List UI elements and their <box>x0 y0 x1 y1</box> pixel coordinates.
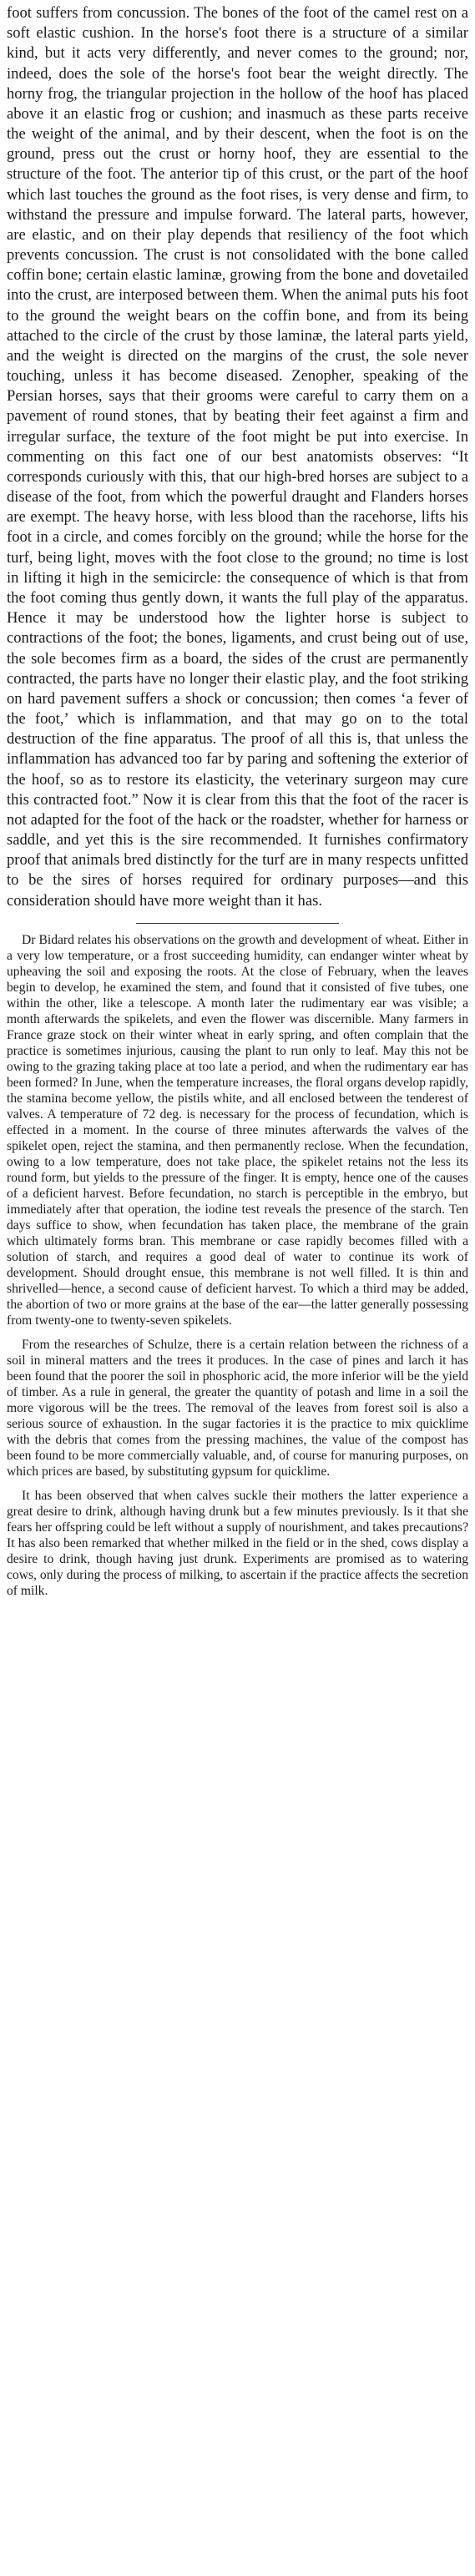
article-paragraph-soil: From the researches of Schulze, there is a certain relation between the richness of a soil in mineral matters and the trees it produces. In the case of pines and larch it has been found that the poorer the soil in phosphoric acid, the more inferior will be the yield of timber. As a rule in general, the greater the quantity of potash and lime in a soil the more vigorous will be the trees. The removal of the leaves from forest soil is also a serious source of exhaustion. In the sugar factories it is the practice to mix quicklime with the debris that comes from the pressing machines, the value of the compost has been found to be more commercially valuable, and, of course for manuring purposes, on which prices are based, by substituting gypsum for quicklime. <box>7 1338 468 1480</box>
section-divider <box>136 923 339 924</box>
article-paragraph-calves: It has been observed that when calves suckle their mothers the latter experience a great desire to drink, although having drunk but a few minutes previously. Is it that she fears her offspring could be left without a supply of nourishment, and takes precautions? It has also been remarked that whether milked in the field or in the shed, cows display a desire to drink, though having just drunk. Experiments are promised as to watering cows, only during the process of milking, to ascertain if the practice affects the secretion of milk. <box>7 1489 468 1599</box>
article-agricultural-notes <box>7 932 468 1600</box>
newspaper-column <box>7 3 468 1599</box>
article-paragraph-wheat: Dr Bidard relates his observations on the growth and development of wheat. Either in a very low temperature, or a frost succeeding humidity, can endanger winter wheat by upheaving the soil and exposing the roots. At the close of February, when the leaves begin to develop, he examined the stem, and found that it consisted of five tubes, one within the other, like a telescope. A month later the rudimentary ear was visible; a month afterwards the spikelets, and even the flower was discernible. Many farmers in France graze stock on their winter wheat in early spring, and often complain that the practice is sometimes injurious, causing the plant to run only to leaf. May this not be owing to the grazing taking place at too late a period, and when the rudimentary ear has been formed? In June, when the temperature increases, the floral organs develop rapidly, the stamina become yellow, the pistils white, and all enclosed between the tenderest of valves. A temperature of 72 deg. is necessary for the process of fecundation, which is effected in a moment. In the course of three minutes afterwards the valves of the spikelet open, reject the stamina, and then permanently reclose. When the fecundation, owing to a low temperature, does not take place, the spikelet retains not the less its round form, but yields to the pressure of the finger. It is empty, hence one of the causes of a deficient harvest. Before fecundation, no starch is perceptible in the embryo, but immediately after that operation, the iodine test reveals the presence of the starch. Ten days suffice to show, when fecundation has taken place, the membrane of the grain which ultimately forms bran. This membrane or case rapidly becomes filled with a solution of starch, and requires a good deal of water to continue its work of development. Should drought ensue, this membrane is not well filled. It is thin and shrivelled—hence, a second cause of deficient harvest. To which a third may be added, the abortion of two or more grains at the base of the ear—the latter generally possessing from twenty-one to twenty-seven spikelets. <box>7 932 468 1328</box>
article-horse-foot <box>7 3 468 911</box>
article-paragraph: foot suffers from concussion. The bones of the foot of the camel rest on a soft elastic cushion. In the horse's foot there is a structure of a similar kind, but it acts very differently, and never comes to the ground; nor, indeed, does the sole of the horse's foot bear the weight directly. The horny frog, the triangular projection in the hollow of the hoof has placed above it an elastic frog or cushion; and inasmuch as these parts receive the weight of the animal, and by their descent, when the foot is on the ground, press out the crust or horny hoof, they are essential to the structure of the foot. The anterior tip of this crust, or the part of the hoof which last touches the ground as the foot rises, is very dense and firm, to withstand the pressure and impulse forward. The lateral parts, however, are elastic, and on their play depends that resiliency of the foot which prevents concussion. The crust is not consolidated with the bone called coffin bone; certain elastic laminæ, growing from the bone and dovetailed into the crust, are interposed between them. When the animal puts his foot to the ground the weight bears on the coffin bone, and from its being attached to the circle of the crust by those laminæ, the lateral parts yield, and the weight is directed on the margins of the crust, the sole never touching, unless it has become diseased. Zenopher, speaking of the Persian horses, says that their grooms were careful to carry them on a pavement of round stones, that by beating their feet against a firm and irregular surface, the texture of the foot might be put into exercise. In commenting on this fact one of our best anatomists observes: “It corresponds curiously with this, that our high-bred horses are subject to a disease of the foot, from which the powerful draught and Flanders horses are exempt. The heavy horse, with less blood than the racehorse, lifts his foot in a circle, and comes forcibly on the ground; while the horse for the turf, being light, moves with the foot close to the ground; no time is lost in lifting it high in the semicircle: the consequence of which is that from the foot coming thus gently down, it wants the full play of the apparatus. Hence it may be understood how the lighter horse is subject to contractions of the foot; the bones, ligaments, and crust being out of use, the sole becomes firm as a board, the sides of the crust are permanently contracted, the parts have no longer their elastic play, and the foot striking on hard pavement suffers a shock or concussion; then comes ‘a fever of the foot,’ which is inflammation, and that may go on to the total destruction of the fine apparatus. The proof of all this is, that unless the inflammation has advanced too far by paring and softening the exterior of the hoof, so as to restore its elasticity, the veterinary surgeon may cure this contracted foot.” Now it is clear from this that the foot of the racer is not adapted for the foot of the hack or the roadster, whether for harness or saddle, and yet this is the sire recommended. It furnishes confirmatory proof that animals bred distinctly for the turf are in many respects unfitted to be the sires of horses required for ordinary purposes—and this consideration should have more weight than it has. <box>7 4 468 910</box>
